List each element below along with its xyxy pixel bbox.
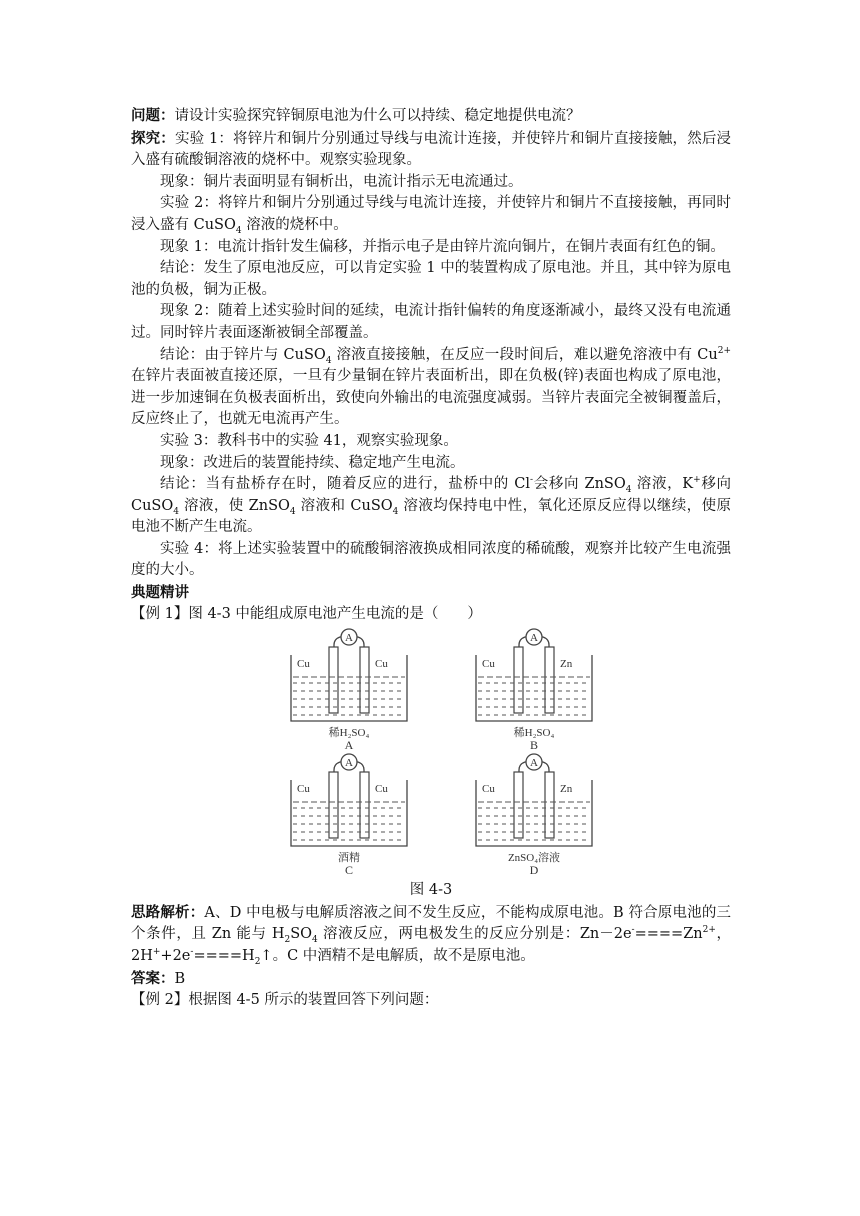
phenomenon-3: 现象：改进后的装置能持续、稳定地产生电流。 xyxy=(160,454,465,471)
subscript: 4 xyxy=(325,355,332,366)
analysis-text: ====H xyxy=(193,948,255,965)
subscript: 4 xyxy=(173,506,179,517)
document-body xyxy=(131,105,731,1012)
subscript: 4 xyxy=(235,225,242,236)
electrode-right xyxy=(545,772,554,838)
superscript: - xyxy=(190,947,194,958)
analysis-text: SO xyxy=(290,926,313,943)
analysis-text: ↑。C 中酒精不是电解质，故不是原电池。 xyxy=(260,948,535,965)
electrode-right xyxy=(545,647,554,713)
superscript: 2+ xyxy=(717,345,731,356)
electrode-left-label: Cu xyxy=(297,658,310,671)
option-letter: D xyxy=(529,863,539,878)
solution-label: 酒精 xyxy=(338,852,360,865)
question-paragraph xyxy=(131,105,731,128)
experiment-1-paragraph xyxy=(131,128,731,172)
figure-4-3 xyxy=(131,625,731,880)
experiment-1-text: 实验 1：将锌片和铜片分别通过导线与电流计连接，并使锌片和铜片直接接触，然后浸入盛有硫酸铜溶液的烧杯中。观察实验现象。 xyxy=(131,130,731,169)
analysis-paragraph xyxy=(131,902,731,968)
electrode-left-label: Cu xyxy=(297,783,310,796)
cell-c xyxy=(291,754,407,877)
analysis-text: +2e xyxy=(160,948,191,965)
analysis-text: ====Zn xyxy=(634,926,703,943)
ammeter-label: A xyxy=(345,632,353,645)
conclusion-3-text: 溶液和 CuSO xyxy=(295,497,393,514)
conclusion-2 xyxy=(131,345,731,431)
section-title: 典题精讲 xyxy=(131,584,189,602)
electrode-right xyxy=(360,772,369,838)
conclusion-3-text: 结论：当有盐桥存在时，随着反应的进行，盐桥中的 Cl xyxy=(160,476,530,493)
example-1-label: 【例 1】 xyxy=(131,605,189,622)
analysis-label: 思路解析： xyxy=(131,903,205,921)
subscript: 2 xyxy=(254,956,261,967)
phenomenon-2-1: 现象 1：电流计指针发生偏移，并指示电子是由锌片流向铜片，在铜片表面有红色的铜。 xyxy=(160,238,725,255)
conclusion-1: 结论：发生了原电池反应，可以肯定实验 1 中的装置构成了原电池。并且，其中锌为原电池的负极，铜为正极。 xyxy=(131,260,731,298)
superscript: + xyxy=(152,947,161,958)
electrode-left xyxy=(514,772,523,838)
conclusion-3-text: 溶液，使 ZnSO xyxy=(179,497,290,514)
answer-label: 答案： xyxy=(131,969,175,987)
analysis-text: A、D 中电极与电解质溶液之间不发生反应，不能构成原电池。B 符合原电池的三个条件，且 Zn 能与 H xyxy=(131,904,732,943)
electrode-right-label: Cu xyxy=(375,658,388,671)
conclusion-2-text: 溶液直接接触，在反应一段时间后，难以避免溶液中有 Cu xyxy=(331,346,718,363)
electrode-left xyxy=(329,647,338,713)
conclusion-3-text: 溶液，K xyxy=(631,476,694,493)
example-2-question-text: 根据图 4-5 所示的装置回答下列问题： xyxy=(188,992,439,1009)
subscript: 4 xyxy=(392,506,399,517)
electrode-left xyxy=(514,647,523,713)
answer-value: B xyxy=(174,970,186,987)
electrode-left-label: Cu xyxy=(482,783,495,796)
example-2-question xyxy=(131,990,731,1012)
phenomenon-2-2: 现象 2：随着上述实验时间的延续，电流计指针偏转的角度逐渐减小，最终又没有电流通过。同时锌片表面逐渐被铜全部覆盖。 xyxy=(131,303,731,341)
superscript: - xyxy=(631,925,635,936)
question-label: 问题： xyxy=(131,107,175,124)
experiment-4: 实验 4：将上述实验装置中的硫酸铜溶液换成相同浓度的稀硫酸，观察并比较产生电流强度的大小。 xyxy=(131,540,731,579)
cell-b xyxy=(476,629,592,752)
question-text: 请设计实验探究锌铜原电池为什么可以持续、稳定地提供电流？ xyxy=(174,108,581,124)
superscript: - xyxy=(529,475,534,486)
subscript: 4 xyxy=(289,506,296,517)
explore-label: 探究： xyxy=(131,129,175,147)
option-letter: A xyxy=(344,738,354,753)
electrode-left xyxy=(329,772,338,838)
conclusion-2-text: 结论：由于锌片与 CuSO xyxy=(160,346,326,363)
answer-paragraph xyxy=(131,968,731,991)
experiment-3: 实验 3：教科书中的实验 41，观察实验现象。 xyxy=(160,432,458,449)
conclusion-3-text: 会移向 ZnSO xyxy=(533,476,626,493)
electrode-right xyxy=(360,647,369,713)
electrode-right-label: Zn xyxy=(560,658,573,671)
solution-label: ZnSO₄溶液 xyxy=(507,852,561,865)
experiment-2-text-end: 溶液的烧杯中。 xyxy=(241,216,348,233)
experiment-2-paragraph xyxy=(131,193,731,236)
option-letter: C xyxy=(344,863,354,878)
solution-label: 稀H₂SO₄ xyxy=(328,727,370,740)
example-1-question-text: 图 4-3 中能组成原电池产生电流的是（ ） xyxy=(188,605,482,622)
superscript: 2+ xyxy=(702,925,716,936)
analysis-text: ，2H xyxy=(131,926,731,965)
conclusion-2-text: 在锌片表面被直接还原，一旦有少量铜在锌片表面析出，即在负极(锌)表面也构成了原电池，进一步加速铜在负极表面析出，致使向外输出的电流强度减弱。当锌片表面完全被铜覆盖后，反应终止了，也就无电流再产生。 xyxy=(131,368,731,428)
example-2-label: 【例 2】 xyxy=(131,992,189,1009)
galvanic-cells-diagram xyxy=(131,625,731,880)
phenomenon-1: 现象：铜片表面明显有铜析出，电流计指示无电流通过。 xyxy=(160,173,523,190)
subscript: 2 xyxy=(284,935,291,946)
ammeter-label: A xyxy=(530,632,538,645)
analysis-text: 溶液反应，两电极发生的反应分别是：Zn－2e xyxy=(317,926,632,943)
conclusion-3-text: 移向 CuSO xyxy=(131,476,732,514)
electrode-right-label: Cu xyxy=(375,783,388,796)
conclusion-3-text: 溶液均保持电中性，氧化还原反应得以继续，使原电池不断产生电流。 xyxy=(131,497,731,536)
experiment-2-text: 实验 2：将锌片和铜片分别通过导线与电流计连接，并使锌片和铜片不直接接触，再同时浸入盛有 CuSO xyxy=(131,195,731,233)
ammeter-label: A xyxy=(530,757,538,770)
example-1-question xyxy=(131,604,731,626)
ammeter-label: A xyxy=(345,757,353,770)
conclusion-3 xyxy=(131,474,731,539)
subscript: 4 xyxy=(625,484,632,495)
figure-caption: 图 4-3 xyxy=(409,882,453,899)
cell-d xyxy=(476,754,592,877)
cell-a xyxy=(291,629,407,752)
subscript: 4 xyxy=(312,935,318,946)
option-letter: B xyxy=(529,738,539,753)
solution-label: 稀H₂SO₄ xyxy=(513,727,555,740)
electrode-right-label: Zn xyxy=(560,783,573,796)
superscript: + xyxy=(693,475,701,486)
electrode-left-label: Cu xyxy=(482,658,495,671)
